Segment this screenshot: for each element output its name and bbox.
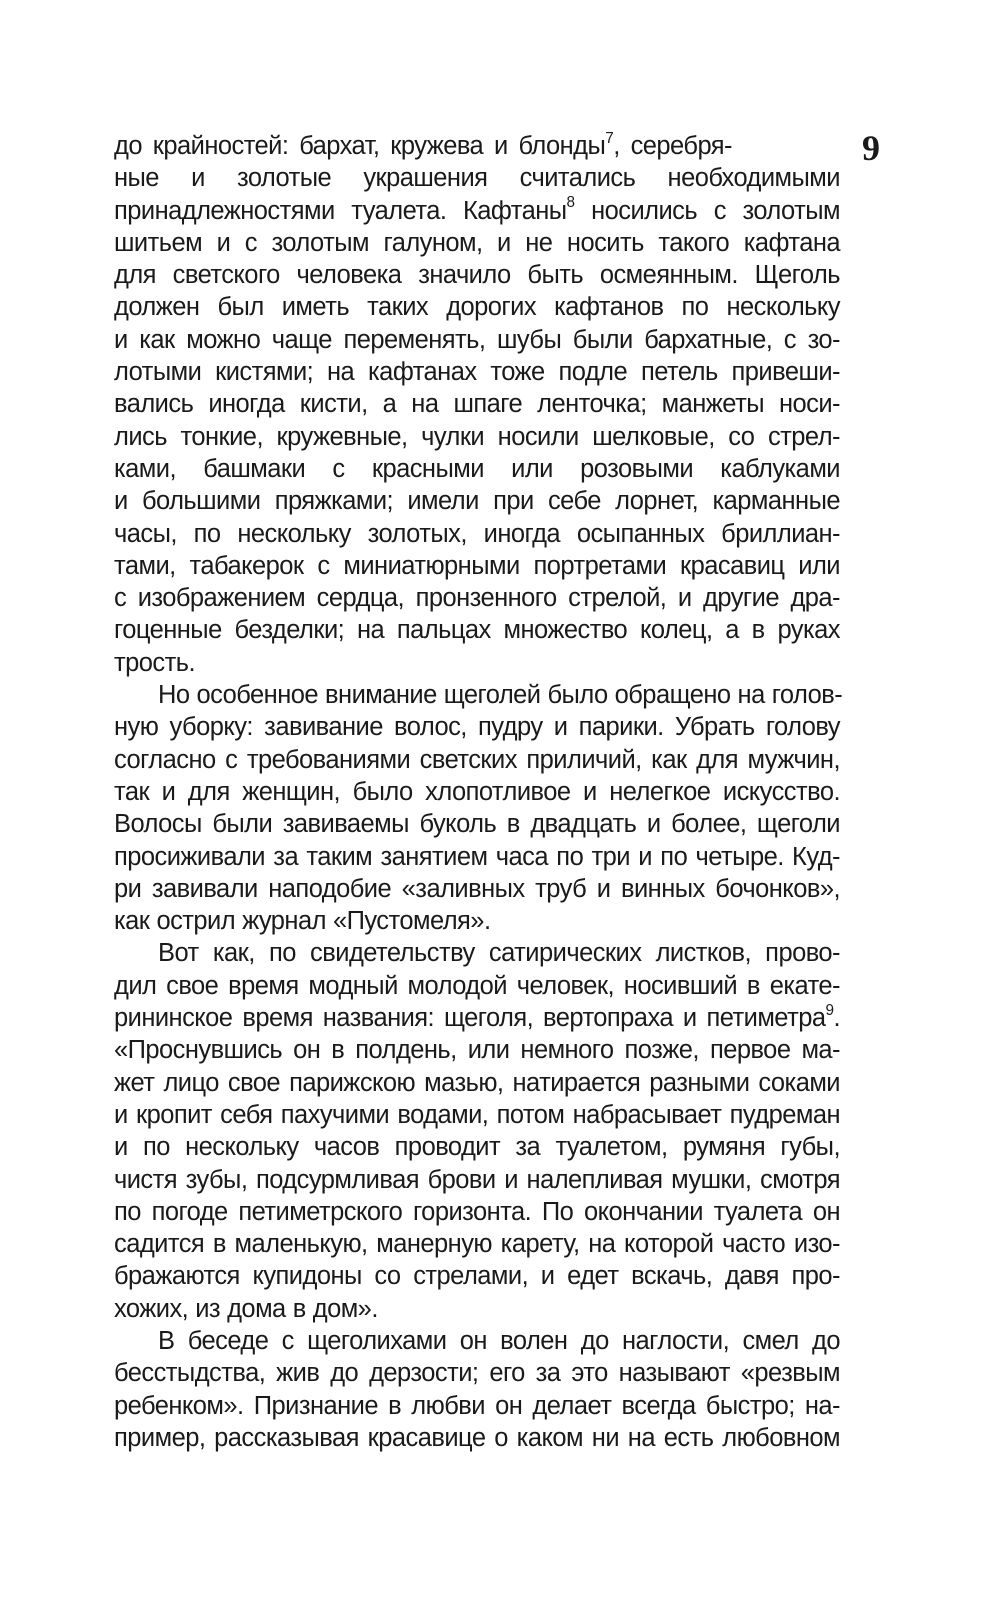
text-line: Но особенное внимание щеголей было обращено на голов-: [158, 681, 843, 710]
paragraph-2: [114, 679, 843, 937]
text-line: просиживали за таким занятием часа по три и по четыре. Куд-: [114, 842, 840, 871]
text-run: до крайностей: бархат, кружева и блонды: [114, 132, 606, 160]
footnote-ref-7[interactable]: 7: [605, 129, 614, 147]
text-line: жет лицо свое парижскою мазью, натирается разными соками: [114, 1068, 840, 1097]
text-line: согласно с требованиями светских приличий, как для мужчин,: [114, 745, 840, 774]
text-line: Волосы были завиваемы буколь в двадцать и более, щеголи: [114, 810, 840, 839]
text-line: бесстыдства, жив до дерзости; его за это называют «резвым: [114, 1359, 840, 1388]
text-line: трость.: [114, 648, 195, 677]
text-run: носились с золотым: [574, 196, 840, 225]
paragraph-4: [114, 1325, 840, 1454]
text-line: так и для женщин, было хлопотливое и нелегкое искусство.: [114, 777, 840, 806]
text-line: тами, табакерок с миниатюрными портретами красавиц или: [114, 551, 840, 580]
text-line: по погоде петиметрского горизонта. По окончании туалета он: [114, 1197, 840, 1226]
text-line: В беседе с щеголихами он волен до наглости, смел до: [158, 1326, 840, 1355]
text-line: и по нескольку часов проводит за туалетом, румяня губы,: [114, 1133, 840, 1162]
text-line: [114, 130, 732, 162]
text-line: лотыми кистями; на кафтанах тоже подле петель привеши-: [114, 358, 840, 387]
text-line: лись тонкие, кружевные, чулки носили шелковые, со стрел-: [114, 422, 840, 451]
paragraph-1: [114, 130, 840, 679]
text-line: ри завивали наподобие «заливных труб и винных бочонков»,: [114, 874, 840, 903]
text-line: пример, рассказывая красавице о каком ни на есть любовном: [114, 1423, 840, 1452]
text-line: хожих, из дома в дом».: [114, 1294, 378, 1323]
text-line: и как можно чаще переменять, шубы были бархатные, с зо-: [114, 325, 840, 354]
text-run: , серебря-: [613, 132, 732, 160]
text-line: шитьем и с золотым галуном, и не носить такого кафтана: [114, 228, 840, 257]
text-line: «Проснувшись он в полдень, или немного позже, первое ма-: [114, 1036, 840, 1065]
text-line: ребенком». Признание в любви он делает всегда быстро; на-: [114, 1391, 840, 1420]
paragraph-3: [114, 937, 840, 1325]
text-line: и большими пряжками; имели при себе лорнет, карманные: [114, 487, 840, 516]
text-line: [114, 1002, 840, 1034]
text-line: для светского человека значило быть осмеянным. Щеголь: [114, 261, 840, 290]
text-line: ками, башмаки с красными или розовыми каблуками: [114, 454, 840, 483]
text-run: принадлежностями туалета. Кафтаны: [114, 196, 567, 225]
text-line: должен был иметь таких дорогих кафтанов по нескольку: [114, 293, 840, 322]
footnote-ref-8[interactable]: 8: [566, 194, 575, 212]
text-line: Вот как, по свидетельству сатирических листков, прово-: [158, 939, 840, 968]
text-line: дил свое время модный молодой человек, носивший в екате-: [114, 971, 840, 1000]
text-line: гоценные безделки; на пальцах множество колец, а в руках: [114, 616, 840, 645]
body-text: [114, 129, 843, 1454]
text-line: вались иногда кисти, а на шпаге ленточка; манжеты носи-: [114, 390, 840, 419]
text-line: как острил журнал «Пустомеля».: [114, 907, 491, 936]
text-line: с изображением сердца, пронзенного стрелой, и другие дра-: [114, 584, 840, 613]
text-line: ные и золотые украшения считались необходимыми: [114, 164, 840, 193]
page-number: 9: [862, 128, 880, 168]
text-line: бражаются купидоны со стрелами, и едет вскачь, давя про-: [114, 1262, 840, 1291]
text-run: рининское время названия: щеголя, вертопраха и петиметра: [114, 1004, 826, 1033]
text-run: .: [833, 1004, 840, 1033]
text-line: и кропит себя пахучими водами, потом набрасывает пудреман: [114, 1100, 840, 1129]
footnote-ref-9[interactable]: 9: [825, 1001, 834, 1019]
text-line: чистя зубы, подсурмливая брови и налепливая мушки, смотря: [114, 1165, 840, 1194]
text-line: [114, 195, 840, 227]
text-line: часы, по нескольку золотых, иногда осыпанных бриллиан-: [114, 519, 840, 548]
text-line: ную уборку: завивание волос, пудру и парики. Убрать голову: [114, 713, 840, 742]
text-line: садится в маленькую, манерную карету, на которой часто изо-: [114, 1230, 840, 1259]
